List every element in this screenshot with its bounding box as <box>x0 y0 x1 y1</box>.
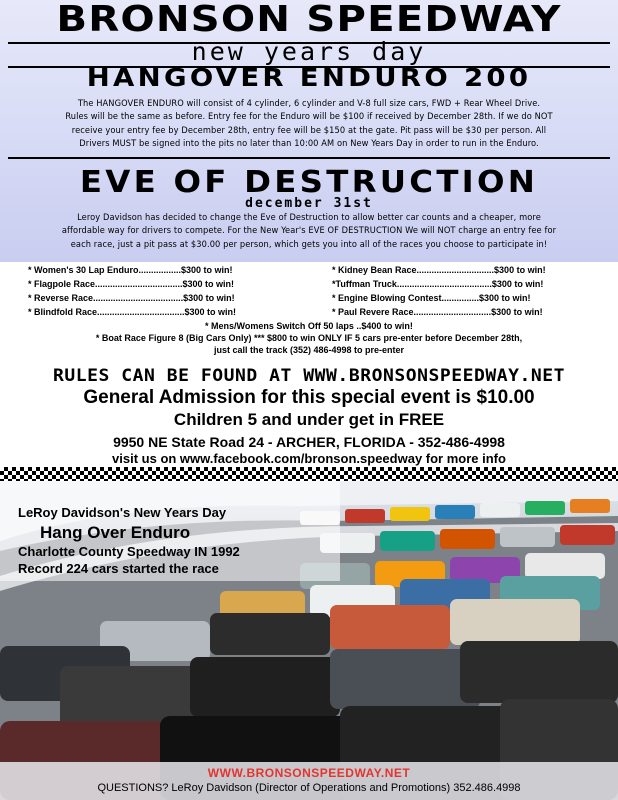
hangover-line: The HANGOVER ENDURO will consist of 4 cylinder, 6 cylinder and V-8 full size cars, FWD + Rear Wheel Drive. <box>77 98 541 109</box>
children-free-text: Children 5 and under get in FREE <box>173 410 445 429</box>
eve-line: each race, just a pit pass at $30.00 per person, which gets you into all of the races you choose to participate in! <box>70 238 548 250</box>
caption-line: LeRoy Davidson's New Years Day <box>18 505 227 520</box>
boat-race-event: * Boat Race Figure 8 (Big Cars Only) *** $800 to win ONLY IF 5 cars pre-enter before December 28th, <box>95 333 523 343</box>
eve-of-destruction-title: EVE OF DESTRUCTION <box>79 165 539 200</box>
facebook-text: visit us on www.facebook.com/bronson.speedway for more info <box>112 451 506 466</box>
speedway-title: BRONSON SPEEDWAY <box>56 0 562 40</box>
admission-text: General Admission for this special event is $10.00 <box>83 387 535 408</box>
event-item: * Paul Revere Race...............................$300 to win! <box>332 307 543 317</box>
divider <box>8 157 610 159</box>
event-item: * Flagpole Race...................................$300 to win! <box>28 279 235 289</box>
event-item: * Blindfold Race...................................$300 to win! <box>28 307 237 317</box>
checkered-flag-border <box>0 467 618 481</box>
caption-line: Record 224 cars started the race <box>18 561 219 576</box>
eve-line: affordable way for drivers to compete. For the New Year's EVE OF DESTRUCTION We will NOT charge an entry fee for <box>61 225 557 237</box>
event-item: *Tuffman Truck......................................$300 to win! <box>332 279 544 289</box>
hangover-enduro-title: HANGOVER ENDURO 200 <box>86 63 532 92</box>
event-item: * Engine Blowing Contest...............$300 to win! <box>332 293 531 303</box>
hangover-line: receive your entry fee by December 28th, entry fee will be $150 at the gate. Pit pass will be $30 per person. All <box>71 124 547 136</box>
eve-line: Leroy Davidson has decided to change the Eve of Destruction to allow better car counts and a cheaper, more <box>77 212 541 223</box>
caption-line: Charlotte County Speedway IN 1992 <box>18 544 240 559</box>
footer-website: WWW.BRONSONSPEEDWAY.NET <box>207 766 411 780</box>
boat-race-note: just call the track (352) 486-4998 to pre-enter <box>213 345 405 355</box>
event-item: * Kidney Bean Race...............................$300 to win! <box>332 265 546 275</box>
eve-description <box>12 211 606 251</box>
new-years-day-subtitle: new years day <box>191 37 427 66</box>
event-item: * Reverse Race....................................$300 to win! <box>28 293 235 303</box>
event-item: * Women's 30 Lap Enduro.................$300 to win! <box>28 265 233 275</box>
switch-off-event: * Mens/Womens Switch Off 50 laps ..$400 to win! <box>205 321 413 331</box>
footer-contact: QUESTIONS? LeRoy Davidson (Director of Operations and Promotions) 352.486.4998 <box>97 782 521 794</box>
address-text: 9950 NE State Road 24 - ARCHER, FLORIDA - 352-486-4998 <box>113 434 505 450</box>
hangover-description <box>12 97 606 150</box>
hangover-line: Rules will be the same as before. Entry fee for the Enduro will be $100 if received by December 28th. If we do NOT <box>65 111 553 123</box>
caption-title: Hang Over Enduro <box>40 523 191 542</box>
eve-date: december 31st <box>245 196 373 211</box>
events-list <box>14 262 604 357</box>
rules-link-text: RULES CAN BE FOUND AT WWW.BRONSONSPEEDWAY.NET <box>52 366 566 386</box>
hangover-line: Drivers MUST be signed into the pits no later than 10:00 AM on New Years Day in order to run in the Enduro. <box>79 137 539 149</box>
